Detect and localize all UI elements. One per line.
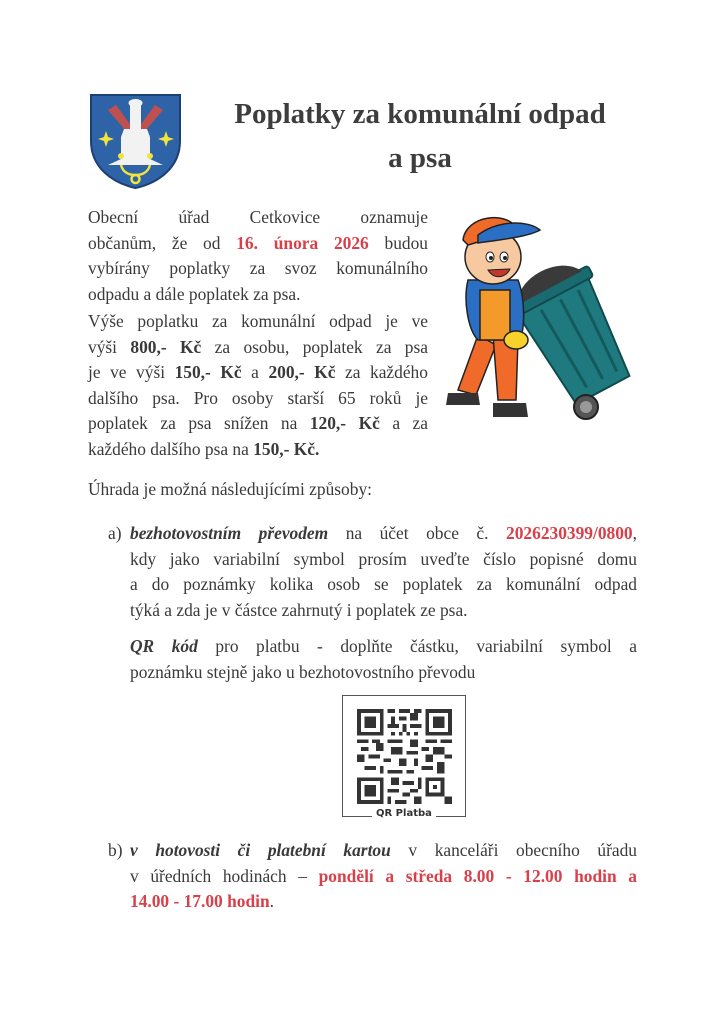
dog-fee: 150,- Kč: [174, 362, 242, 382]
intro-line-4: odpadu a dále poplatek za psa.: [88, 283, 301, 304]
qr-instructions: [130, 634, 637, 685]
option-a-line-3: a do poznámky kolika osob se poplatek za komunální odpad: [130, 574, 637, 594]
senior-dog-fee: 120,- Kč: [309, 413, 380, 433]
fees-text: za každého: [345, 362, 428, 382]
senior-additional-dog-fee: 150,- Kč.: [253, 438, 320, 459]
option-b-text-part: v úředních hodinách –: [130, 865, 307, 886]
qr-caption: QR Platba: [372, 808, 436, 819]
fees-text: za osobu, poplatek za psa: [214, 336, 428, 357]
person-fee: 800,- Kč: [130, 336, 202, 357]
intro-text: budou: [384, 232, 428, 253]
fees-line-5: [88, 411, 428, 437]
coat-of-arms-icon: [88, 93, 183, 190]
fees-line-3: [88, 360, 428, 386]
start-date: 16. února 2026: [236, 232, 369, 253]
title-line-2: a psa: [388, 142, 452, 174]
option-a-line-2: kdy jako variabilní symbol prosím uveďte číslo popisné domu: [130, 548, 637, 569]
fees-text: výši: [88, 336, 117, 357]
payment-methods-intro: Úhrada je možná následujícími způsoby:: [88, 479, 372, 499]
option-a-text-part: na účet obce č.: [345, 523, 489, 543]
option-a-text-part: ,: [632, 523, 637, 543]
cash-card-label: v hotovosti či platební kartou: [130, 840, 391, 860]
title-line-1: Poplatky za komunální odpad: [234, 98, 606, 130]
fees-text: a za: [392, 413, 428, 433]
qr-code-label: QR kód: [130, 636, 198, 656]
fees-text: poplatek za psa snížen na: [88, 413, 298, 433]
intro-text: občanům, že od: [88, 232, 221, 253]
qr-code-icon[interactable]: [357, 709, 452, 804]
option-a-text: [130, 521, 637, 623]
office-hours-1: pondělí a středa 8.00 - 12.00 hodin a: [318, 865, 637, 886]
intro-line-2: [88, 231, 428, 257]
intro-line-1: Obecní úřad Cetkovice oznamuje: [88, 207, 428, 227]
office-hours-2: 14.00 - 17.00 hodin: [130, 891, 270, 911]
bank-transfer-label: bezhotovostním převodem: [130, 523, 329, 543]
intro-line-3: vybírány poplatky za svoz komunálního: [88, 258, 428, 278]
fees-paragraph: [88, 309, 428, 462]
fees-line-1: Výše poplatku za komunální odpad je ve: [88, 311, 428, 331]
fees-line-2: [88, 335, 428, 361]
option-b-marker: b): [108, 840, 123, 860]
bank-account-number: 2026230399/0800: [506, 523, 633, 543]
option-b-text-part: v kanceláři obecního úřadu: [408, 840, 637, 860]
option-a-line-1: [130, 521, 637, 547]
option-b-text-part: .: [269, 891, 274, 911]
garbage-man-illustration: [438, 205, 638, 430]
qr-text: pro platbu - doplňte částku, variabilní symbol a: [215, 636, 638, 656]
fees-text: každého dalšího psa na: [88, 438, 249, 459]
option-b-line-3: [130, 889, 637, 915]
option-a-marker: a): [108, 523, 122, 543]
qr-line-2: poznámku stejně jako u bezhotovostního převodu: [130, 661, 476, 682]
intro-paragraph: [88, 205, 428, 307]
qr-line-1: [130, 634, 637, 660]
option-a-line-4: týká a zda je v částce zahrnutý i poplatek ze psa.: [130, 599, 468, 620]
page-title: [190, 92, 650, 180]
option-b-text: [130, 838, 637, 915]
fees-line-4: dalšího psa. Pro osoby starší 65 roků je: [88, 387, 428, 408]
additional-dog-fee: 200,- Kč: [268, 362, 336, 382]
option-b-line-1: [130, 838, 637, 864]
fees-text: a: [251, 362, 259, 382]
fees-line-6: [88, 437, 428, 463]
option-b-line-2: [130, 864, 637, 890]
fees-text: je ve výši: [88, 362, 166, 382]
